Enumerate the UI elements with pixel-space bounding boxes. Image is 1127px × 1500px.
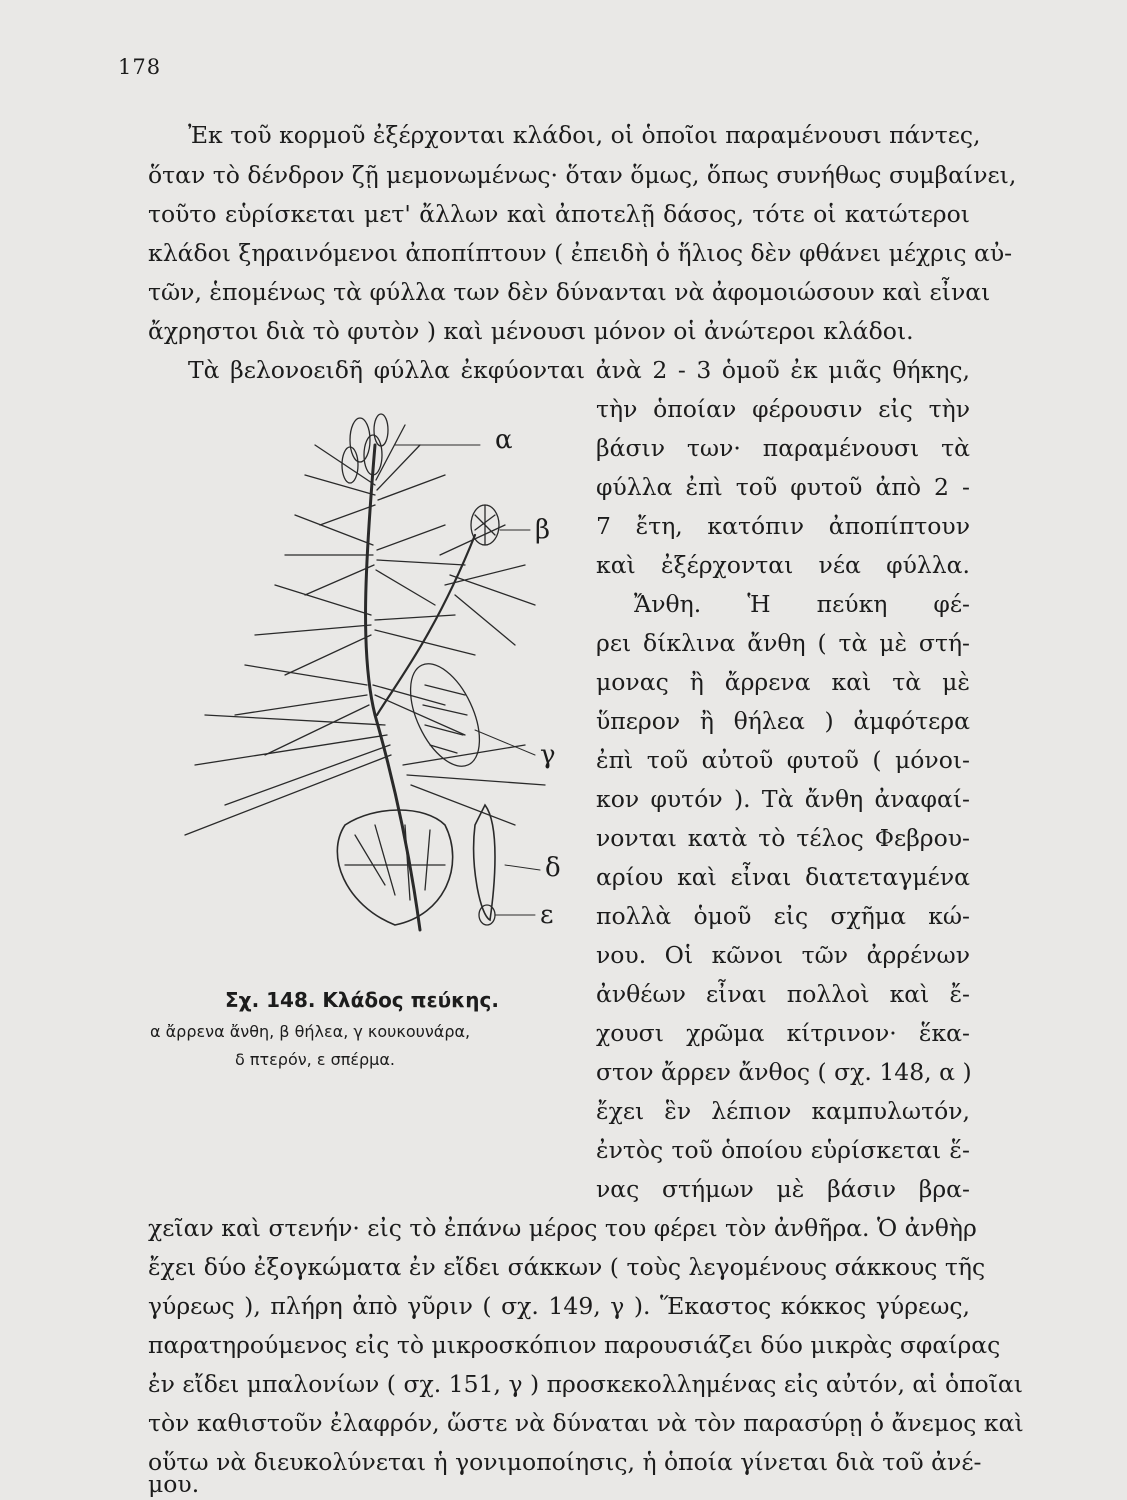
text-line: οὕτω νὰ διευκολύνεται ἡ γονιμοποίησις, ἡ ὁποία γίνεται διὰ τοῦ ἀνέ-	[148, 1448, 982, 1476]
text-line: Ἄνθη. Ἡ πεύκη φέ-	[634, 590, 970, 618]
text-line: μονας ἢ ἄρρενα καὶ τὰ μὲ	[596, 668, 970, 696]
text-line: ἐν εἴδει μπαλονίων ( σχ. 151, γ ) προσκεκολλημένας εἰς αὐτόν, αἱ ὁποῖαι	[148, 1370, 1024, 1398]
figure-label-delta: δ	[545, 853, 561, 883]
text-line: ὅταν τὸ δένδρον ζῇ μεμονωμένως· ὅταν ὅμως, ὅπως συνήθως συμβαίνει,	[148, 161, 1017, 189]
text-line: γύρεως ), πλήρη ἀπὸ γῦριν ( σχ. 149, γ ). Ἕκαστος κόκκος γύρεως,	[148, 1292, 970, 1320]
text-line: ρει δίκλινα ἄνθη ( τὰ μὲ στή-	[596, 629, 970, 657]
pine-branch-figure	[145, 385, 585, 945]
text-line: χεῖαν καὶ στενήν· εἰς τὸ ἐπάνω μέρος του φέρει τὸν ἀνθῆρα. Ὁ ἀνθὴρ	[148, 1214, 977, 1242]
figure-label-epsilon: ε	[540, 900, 554, 930]
text-line: ἄχρηστοι διὰ τὸ φυτὸν ) καὶ μένουσι μόνον οἱ ἀνώτεροι κλάδοι.	[148, 317, 914, 345]
text-line: παρατηρούμενος εἰς τὸ μικροσκόπιον παρουσιάζει δύο μικρὰς σφαίρας	[148, 1331, 1001, 1359]
text-line: νας στήμων μὲ βάσιν βρα-	[596, 1175, 970, 1203]
text-line: τὴν ὁποίαν φέρουσιν εἰς τὴν	[596, 395, 970, 423]
text-line: κλάδοι ξηραινόμενοι ἀποπίπτουν ( ἐπειδὴ ὁ ἥλιος δὲν φθάνει μέχρις αὐ-	[148, 239, 1013, 267]
text-line: τὸν καθιστοῦν ἐλαφρόν, ὥστε νὰ δύναται νὰ τὸν παρασύρῃ ὁ ἄνεμος καὶ	[148, 1409, 1024, 1437]
text-line: τοῦτο εὑρίσκεται μετ' ἄλλων καὶ ἀποτελῇ δάσος, τότε οἱ κατώτεροι	[148, 200, 970, 228]
text-line: τῶν, ἑπομένως τὰ φύλλα των δὲν δύνανται νὰ ἀφομοιώσουν καὶ εἶναι	[148, 278, 991, 306]
page-number: 178	[118, 55, 162, 79]
figure-caption-line: α ἄρρενα ἄνθη, β θήλεα, γ κουκουνάρα,	[150, 1022, 471, 1041]
text-line: ὕπερον ἢ θήλεα ) ἀμφότερα	[596, 707, 970, 735]
text-line: μου.	[148, 1470, 200, 1498]
figure-caption-line: δ πτερόν, ε σπέρμα.	[235, 1050, 395, 1069]
text-line: φύλλα ἐπὶ τοῦ φυτοῦ ἀπὸ 2 -	[596, 473, 970, 501]
text-line: κον φυτόν ). Τὰ ἄνθη ἀναφαί-	[596, 785, 970, 813]
text-line: πολλὰ ὁμοῦ εἰς σχῆμα κώ-	[596, 902, 970, 930]
text-line: ἔχει δύο ἐξογκώματα ἐν εἴδει σάκκων ( τοὺς λεγομένους σάκκους τῆς	[148, 1253, 986, 1281]
text-line: ἐπὶ τοῦ αὐτοῦ φυτοῦ ( μόνοι-	[596, 746, 970, 774]
text-line: Τὰ βελονοειδῆ φύλλα ἐκφύονται ἀνὰ 2 - 3 ὁμοῦ ἐκ μιᾶς θήκης,	[188, 356, 970, 384]
text-line: χουσι χρῶμα κίτρινον· ἕκα-	[596, 1019, 970, 1047]
text-line: στον ἄρρεν ἄνθος ( σχ. 148, α )	[596, 1058, 972, 1086]
figure-label-gamma: γ	[540, 740, 556, 770]
text-line: 7 ἔτη, κατόπιν ἀποπίπτουν	[596, 512, 970, 540]
text-line: καὶ ἐξέρχονται νέα φύλλα.	[596, 551, 970, 579]
figure-label-beta: β	[535, 515, 551, 545]
text-line: ἀνθέων εἶναι πολλοὶ καὶ ἔ-	[596, 980, 970, 1008]
figure-label-alpha: α	[495, 425, 513, 455]
text-line: αρίου καὶ εἶναι διατεταγμένα	[596, 863, 970, 891]
text-line: νονται κατὰ τὸ τέλος Φεβρου-	[596, 824, 970, 852]
text-line: ἐντὸς τοῦ ὁποίου εὑρίσκεται ἕ-	[596, 1136, 970, 1164]
text-line: Ἐκ τοῦ κορμοῦ ἐξέρχονται κλάδοι, οἱ ὁποῖοι παραμένουσι πάντες,	[188, 121, 981, 149]
figure-caption-title: Σχ. 148. Κλάδος πεύκης.	[225, 988, 499, 1012]
text-line: ἔχει ἓν λέπιον καμπυλωτόν,	[596, 1097, 970, 1125]
text-line: νου. Οἱ κῶνοι τῶν ἀρρένων	[596, 941, 970, 969]
pine-branch-illustration	[145, 385, 585, 945]
text-line: βάσιν των· παραμένουσι τὰ	[596, 434, 970, 462]
